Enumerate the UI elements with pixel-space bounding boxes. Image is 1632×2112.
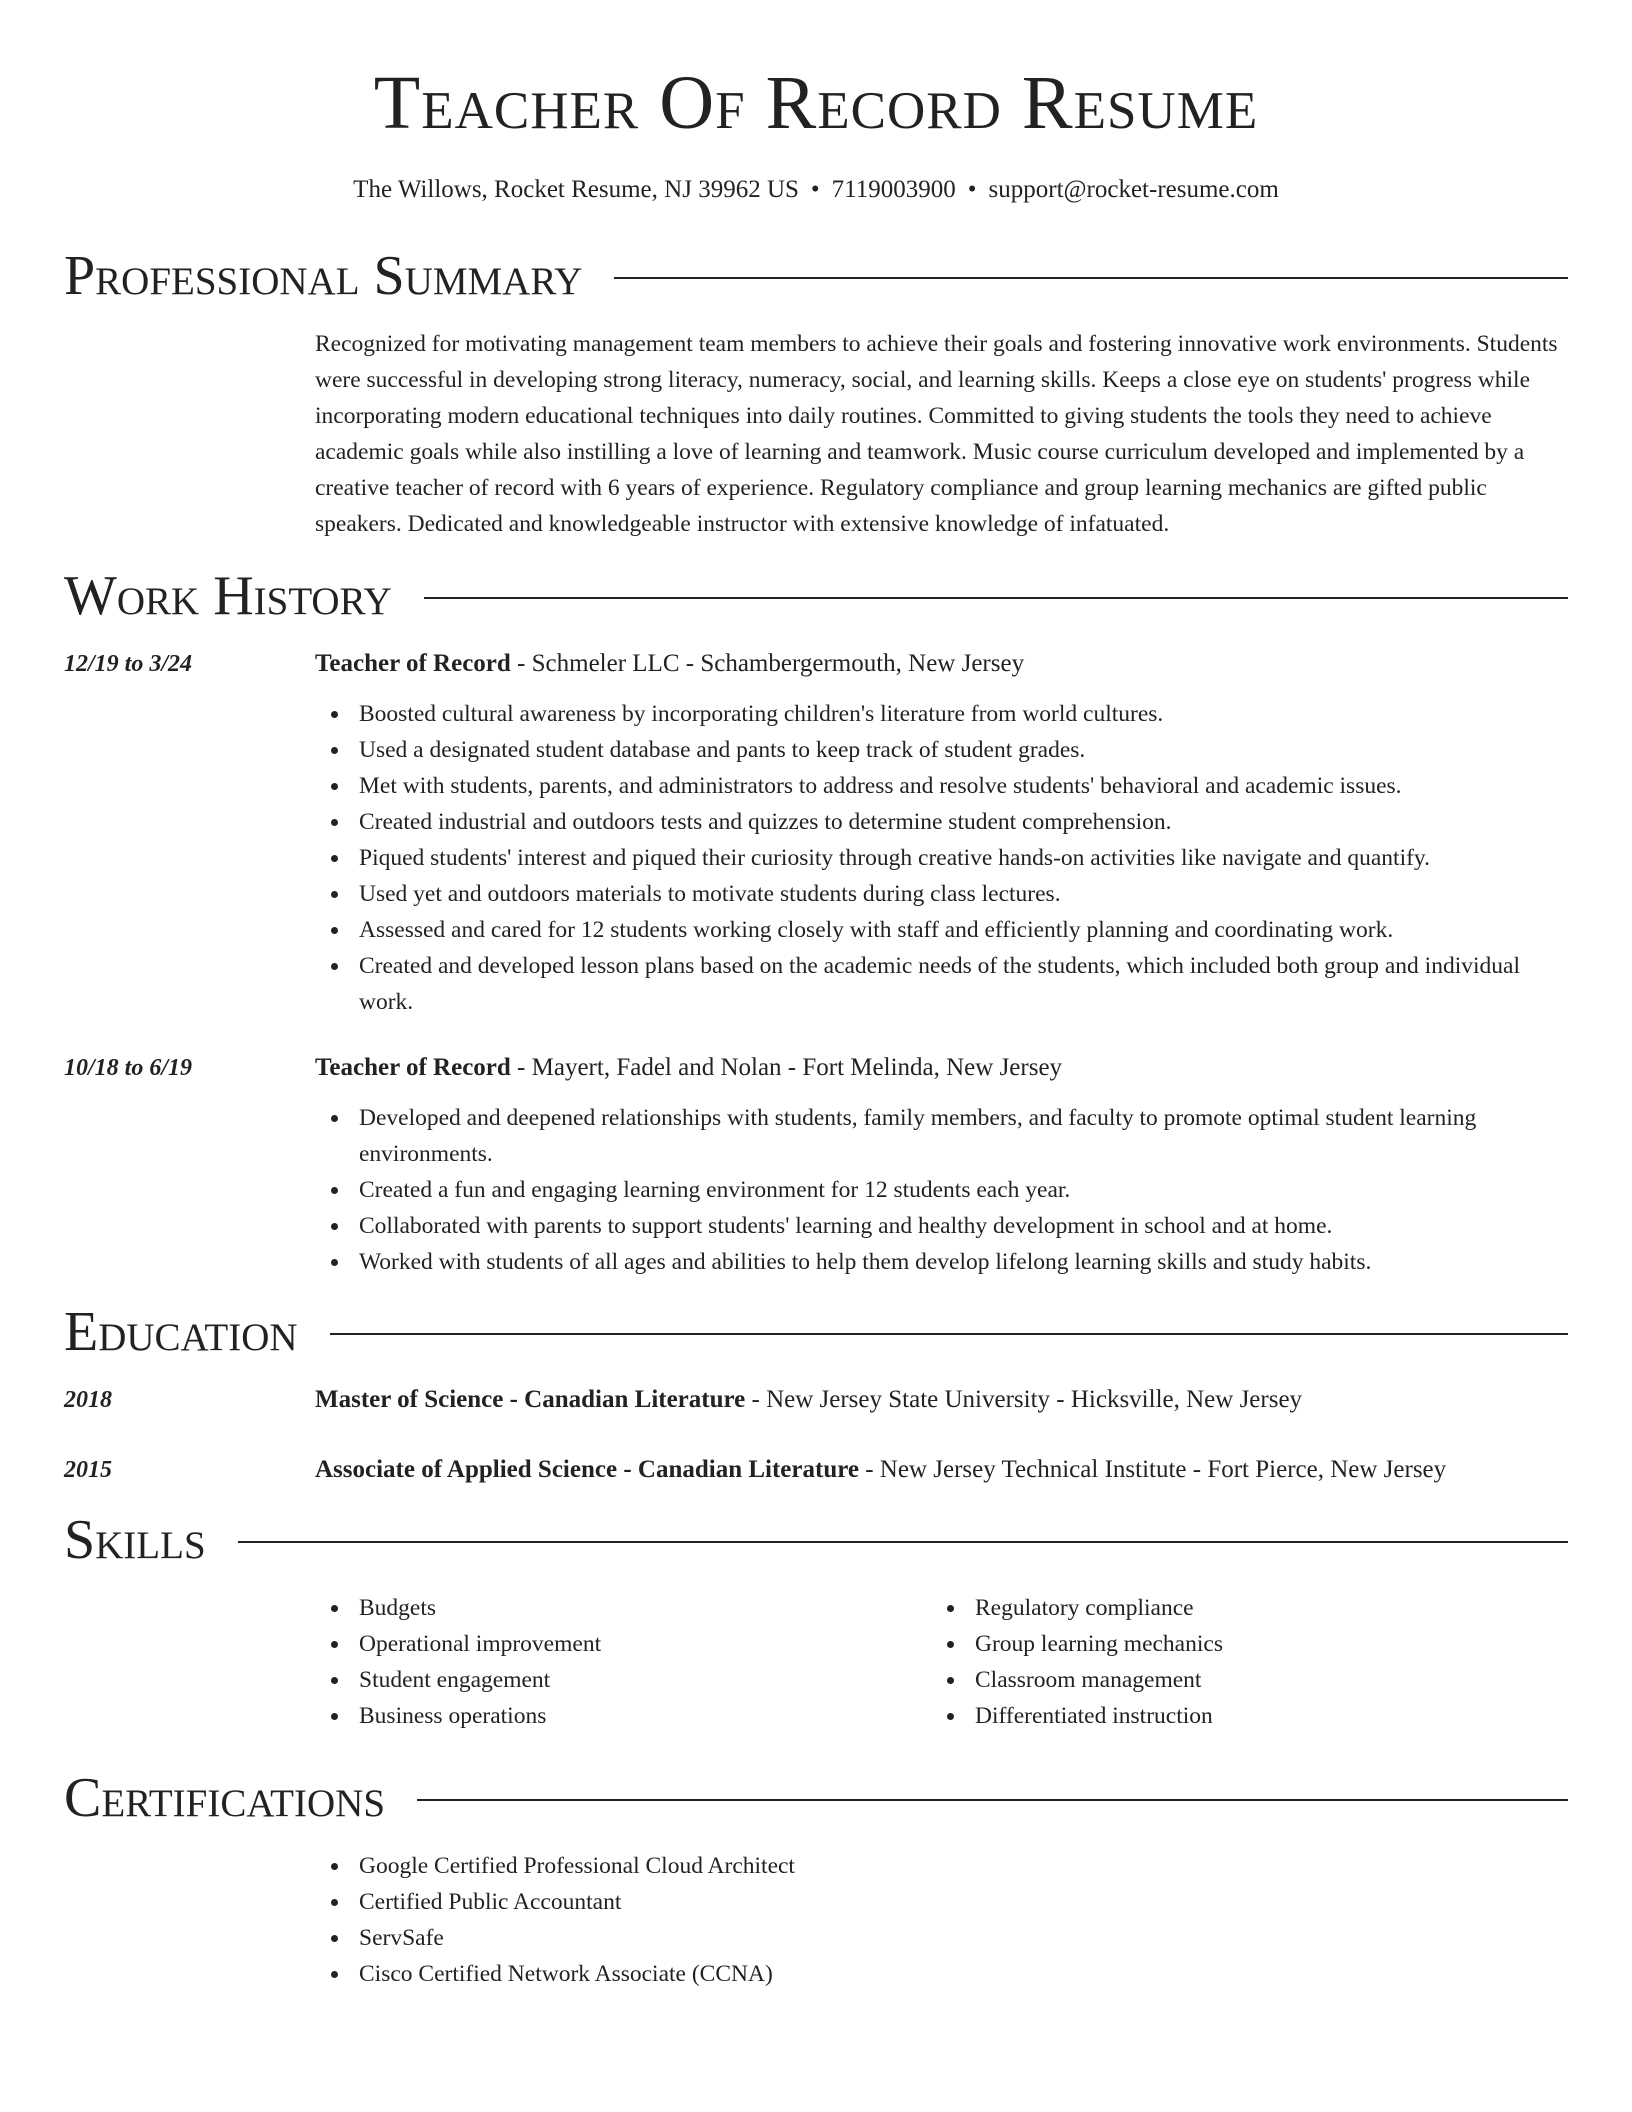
skills-list-right — [931, 1590, 1547, 1734]
education-year: 2015 — [64, 1457, 112, 1483]
education-degree: Associate of Applied Science - Canadian Literature — [315, 1456, 859, 1483]
list-item: Developed and deepened relationships with students, family members, and faculty to promote optimal student learning environments. — [315, 1100, 1568, 1172]
list-item: Student engagement — [315, 1662, 931, 1698]
certifications-bullets — [315, 1848, 1568, 1992]
section-divider — [614, 277, 1568, 279]
list-item: Operational improvement — [315, 1626, 931, 1662]
list-item: ServSafe — [315, 1920, 1568, 1956]
education-entry — [64, 1452, 1568, 1488]
list-item: Met with students, parents, and administrators to address and resolve students' behavioral and academic issues. — [315, 768, 1568, 804]
certifications-heading: Certifications — [64, 1767, 386, 1829]
list-item: Differentiated instruction — [931, 1698, 1547, 1734]
summary-heading: Professional Summary — [64, 245, 583, 307]
list-item: Created industrial and outdoors tests and quizzes to determine student comprehension. — [315, 804, 1568, 840]
list-item: Budgets — [315, 1590, 931, 1626]
skills-section — [64, 1500, 1568, 1734]
section-divider — [238, 1541, 1568, 1543]
list-item: Used yet and outdoors materials to motivate students during class lectures. — [315, 876, 1568, 912]
job-body — [315, 646, 1568, 1020]
summary-text: Recognized for motivating management team members to achieve their goals and fostering innovative work environments. Students were successful in developing strong literacy, numeracy, social, and learning skills. Keeps a close eye on students' progress while incorporating modern educational techniques into daily routines. Committed to giving students the tools they need to achieve academic goals while also instilling a love of learning and teamwork. Music course curriculum developed and implemented by a creative teacher of record with 6 years of experience. Regulatory compliance and group learning mechanics are gifted public speakers. Dedicated and knowledgeable instructor with extensive knowledge of infatuated. — [315, 331, 1558, 537]
work-heading: Work History — [64, 565, 392, 627]
list-item: Assessed and cared for 12 students working closely with staff and efficiently planning and coordinating work. — [315, 912, 1568, 948]
list-item: Cisco Certified Network Associate (CCNA) — [315, 1956, 1568, 1992]
contact-line — [64, 174, 1568, 206]
work-header — [64, 556, 1568, 636]
education-details: - New Jersey State University - Hicksville, New Jersey — [745, 1386, 1303, 1413]
job-title: Teacher of Record — [315, 1054, 511, 1081]
list-item: Piqued students' interest and piqued their curiosity through creative hands-on activities like navigate and quantify. — [315, 840, 1568, 876]
job-dates: 12/19 to 3/24 — [64, 651, 193, 677]
list-item: Created and developed lesson plans based on the academic needs of the students, which included both group and individual work. — [315, 948, 1568, 1020]
contact-address: The Willows, Rocket Resume, NJ 39962 US — [353, 176, 799, 203]
job-entry — [64, 646, 1568, 1020]
education-degree: Master of Science - Canadian Literature — [315, 1386, 746, 1413]
job-title: Teacher of Record — [315, 650, 511, 677]
list-item: Google Certified Professional Cloud Architect — [315, 1848, 1568, 1884]
certifications-list — [315, 1848, 1568, 1992]
contact-email: support@rocket-resume.com — [988, 176, 1279, 203]
resume-title: Teacher Of Record Resume — [373, 61, 1259, 145]
list-item: Boosted cultural awareness by incorporating children's literature from world cultures. — [315, 696, 1568, 732]
skills-grid — [315, 1590, 1568, 1734]
education-year: 2018 — [64, 1387, 112, 1413]
summary-header — [64, 236, 1568, 316]
summary-section — [64, 236, 1568, 542]
education-heading: Education — [64, 1301, 298, 1363]
job-details: - Mayert, Fadel and Nolan - Fort Melinda, New Jersey — [510, 1054, 1063, 1081]
education-body — [315, 1382, 1568, 1418]
list-item: Regulatory compliance — [931, 1590, 1547, 1626]
list-item: Business operations — [315, 1698, 931, 1734]
education-header — [64, 1292, 1568, 1372]
section-divider — [424, 597, 1568, 599]
skills-header — [64, 1500, 1568, 1580]
job-heading — [315, 646, 1568, 682]
job-dates: 10/18 to 6/19 — [64, 1055, 193, 1081]
work-section — [64, 556, 1568, 1280]
job-entry — [64, 1050, 1568, 1280]
job-details: - Schmeler LLC - Schambergermouth, New Jersey — [510, 650, 1025, 677]
education-details: - New Jersey Technical Institute - Fort Pierce, New Jersey — [858, 1456, 1447, 1483]
education-section — [64, 1292, 1568, 1488]
list-item: Collaborated with parents to support students' learning and healthy development in school and at home. — [315, 1208, 1568, 1244]
list-item: Worked with students of all ages and abilities to help them develop lifelong learning skills and study habits. — [315, 1244, 1568, 1280]
job-bullets — [315, 1100, 1568, 1280]
job-heading — [315, 1050, 1568, 1086]
contact-separator: • — [810, 176, 820, 203]
education-entry — [64, 1382, 1568, 1418]
contact-phone: 7119003900 — [831, 176, 956, 203]
contact-separator: • — [967, 176, 977, 203]
list-item: Classroom management — [931, 1662, 1547, 1698]
certifications-header — [64, 1758, 1568, 1838]
education-body — [315, 1452, 1568, 1488]
skills-list-left — [315, 1590, 931, 1734]
section-divider — [417, 1799, 1568, 1801]
certifications-section — [64, 1758, 1568, 1992]
list-item: Certified Public Accountant — [315, 1884, 1568, 1920]
job-bullets — [315, 696, 1568, 1020]
list-item: Created a fun and engaging learning environment for 12 students each year. — [315, 1172, 1568, 1208]
list-item: Used a designated student database and pants to keep track of student grades. — [315, 732, 1568, 768]
list-item: Group learning mechanics — [931, 1626, 1547, 1662]
skills-heading: Skills — [64, 1509, 206, 1571]
section-divider — [330, 1333, 1568, 1335]
job-body — [315, 1050, 1568, 1280]
